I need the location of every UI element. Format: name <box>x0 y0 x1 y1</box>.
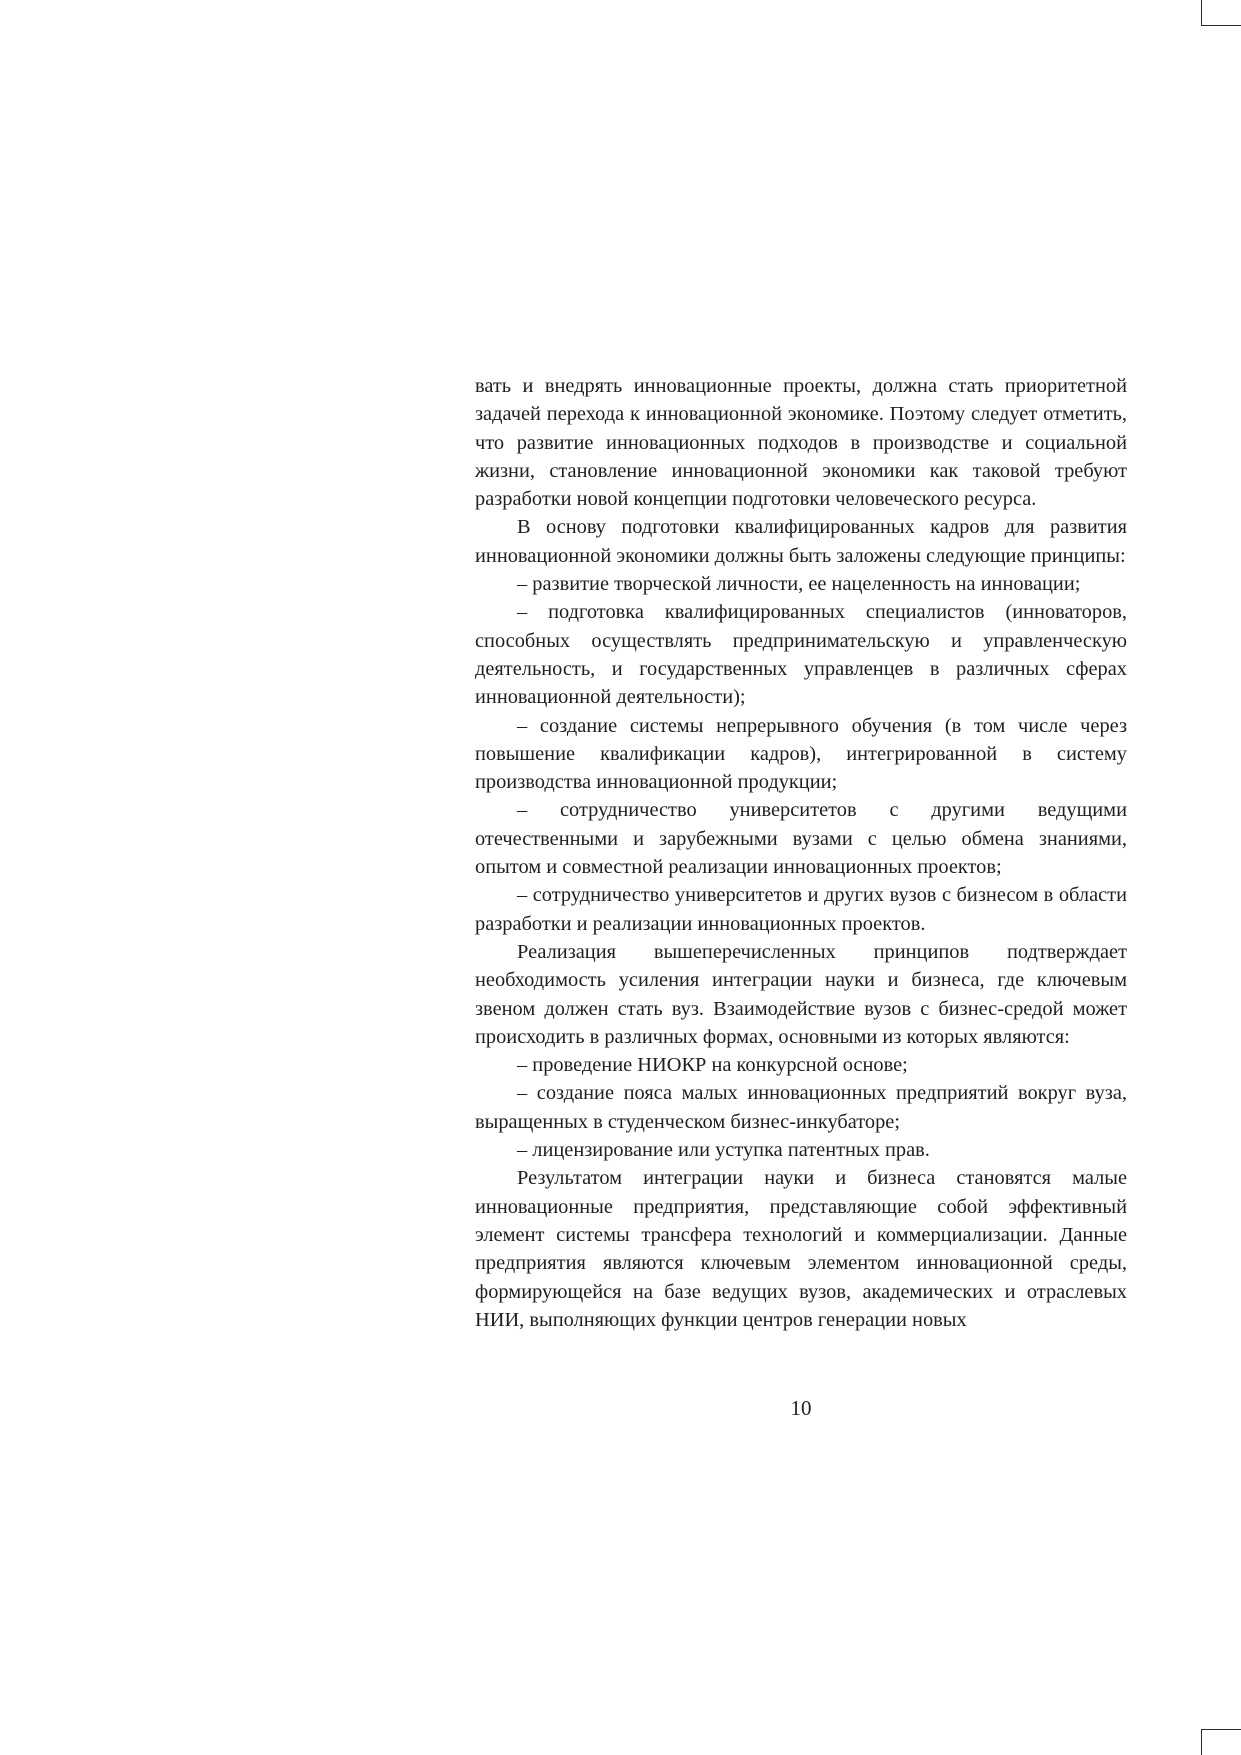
crop-mark-bottom-horizontal <box>1201 1729 1241 1730</box>
paragraph: Результатом интеграции науки и бизнеса становятся малые инновационные предприятия, представляющие собой эффективный элемент системы трансфера технологий и коммерциализации. Данные предприятия являются ключевым элементом инновационной среды, формирующейся на базе ведущих вузов, академических и отраслевых НИИ, выполняющих функции центров генерации новых <box>475 1167 1127 1331</box>
crop-mark-top-vertical <box>1201 0 1202 25</box>
list-item: – сотрудничество университетов и других вузов с бизнесом в области разработки и реализации инновационных проектов. <box>475 884 1127 935</box>
paragraph: В основу подготовки квалифицированных кадров для развития инновационной экономики должны быть заложены следующие принципы: <box>475 516 1127 567</box>
list-item: – развитие творческой личности, ее нацеленность на инновации; <box>517 573 1081 596</box>
page-number: 10 <box>790 1396 812 1420</box>
list-item: – проведение НИОКР на конкурсной основе; <box>517 1054 908 1077</box>
crop-mark-bottom-vertical <box>1201 1729 1202 1755</box>
list-item: – сотрудничество университетов с другими ведущими отечественными и зарубежными вузами с целью обмена знаниями, опытом и совместной реализации инновационных проектов; <box>475 799 1127 879</box>
body-text <box>475 372 1127 1334</box>
crop-mark-top-horizontal <box>1201 25 1241 26</box>
list-item: – создание пояса малых инновационных предприятий вокруг вуза, выращенных в студенческом бизнес-инкубаторе; <box>475 1082 1127 1133</box>
list-item: – создание системы непрерывного обучения (в том числе через повышение квалификации кадров), интегрированной в систему производства инновационной продукции; <box>475 714 1127 794</box>
paragraph: вать и внедрять инновационные проекты, должна стать приоритетной задачей перехода к инновационной экономике. Поэтому следует отметить, что развитие инновационных подходов в производстве и социальной жизни, становление инновационной экономики как таковой требуют разработки новой концепции подготовки человеческого ресурса. <box>475 375 1127 511</box>
list-item: – лицензирование или уступка патентных прав. <box>517 1139 930 1162</box>
list-item: – подготовка квалифицированных специалистов (инноваторов, способных осуществлять предпринимательскую и управленческую деятельность, и государственных управленцев в различных сферах инновационной деятельности); <box>475 601 1127 709</box>
paragraph: Реализация вышеперечисленных принципов подтверждает необходимость усиления интеграции науки и бизнеса, где ключевым звеном должен стать вуз. Взаимодействие вузов с бизнес-средой может происходить в различных формах, основными из которых являются: <box>475 940 1127 1048</box>
